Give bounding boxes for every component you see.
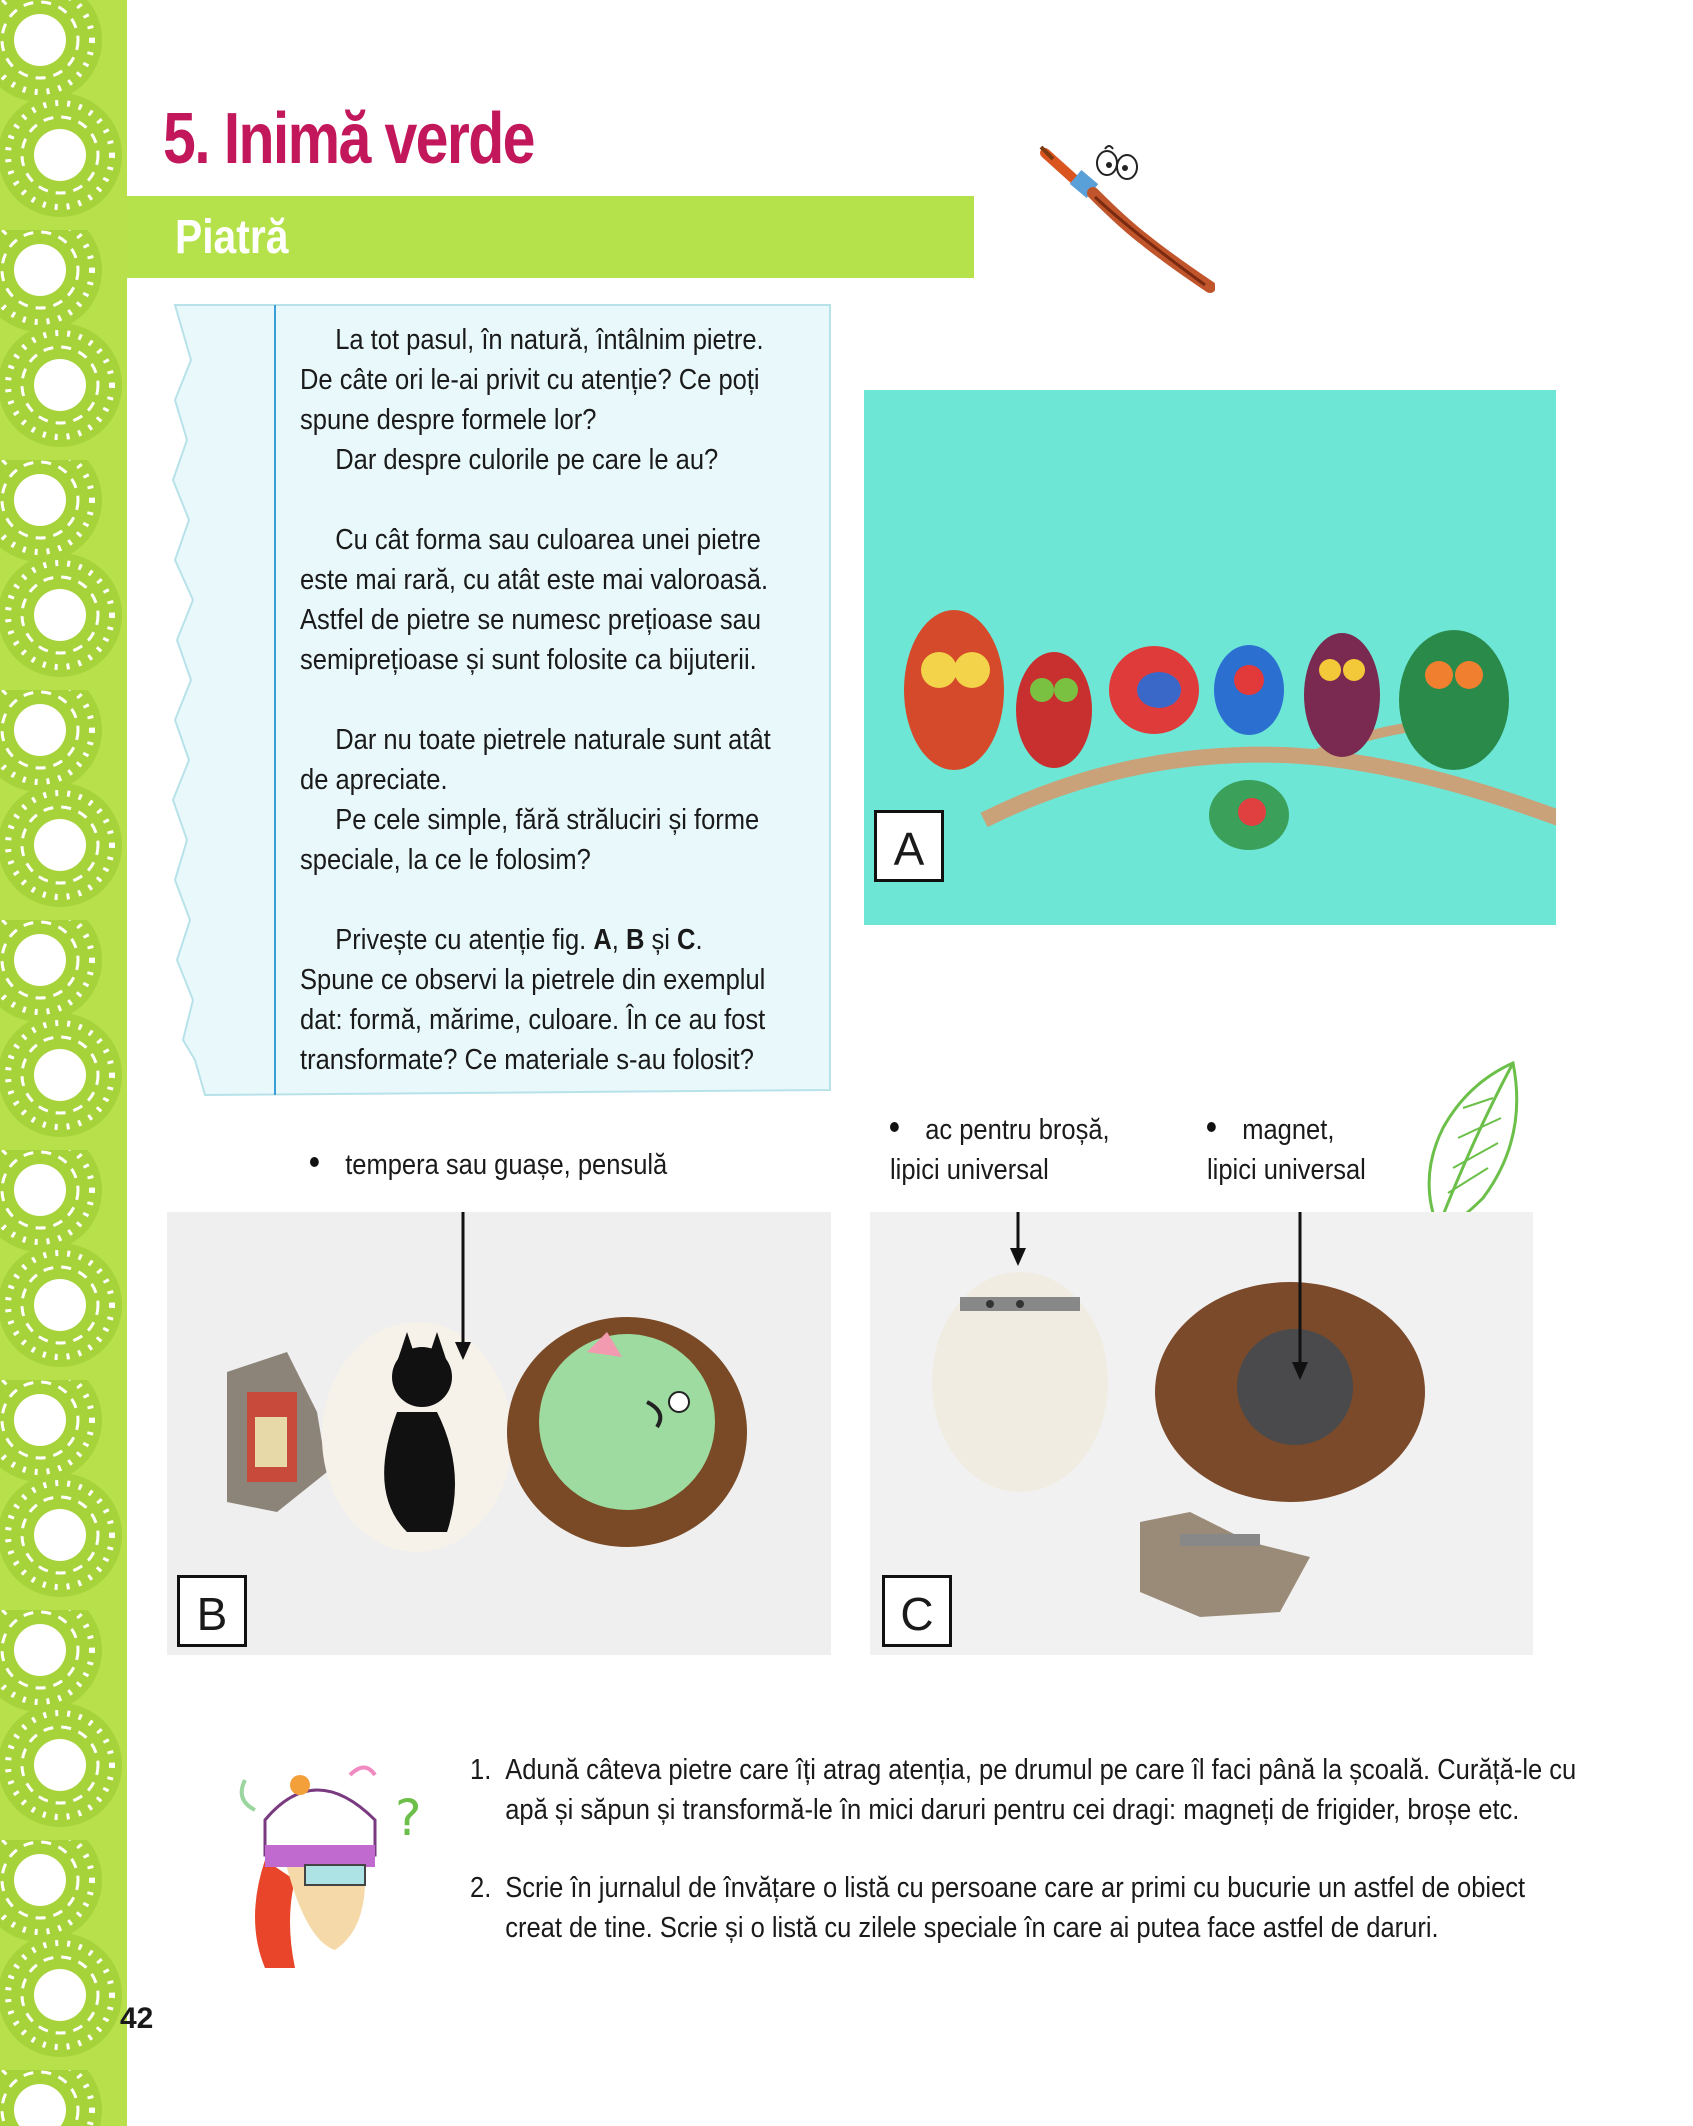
intro-paragraph-4: Privește cu atenție fig. A, B și C. Spune ce observi la pietrele din exemplul dat: formă, mărime, culoare. În ce au fost transformate? Ce materiale s-au folosit? xyxy=(300,924,766,1076)
section-bar xyxy=(127,196,974,278)
svg-text:?: ? xyxy=(395,1789,422,1847)
bullet-icon xyxy=(310,1157,319,1167)
decorative-border xyxy=(0,0,127,2126)
page-number: 42 xyxy=(120,2002,154,2035)
figure-c-label: C xyxy=(882,1575,952,1647)
painted-stones-branch-image xyxy=(864,390,1556,925)
bullet-icon xyxy=(890,1122,899,1132)
chapter-title: 5. Inimă verde xyxy=(163,99,534,179)
intro-paragraph-1: La tot pasul, în natură, întâlnim pietre. De câte ori le-ai privit cu atenție? Ce poți spune despre formele lor? Dar despre culorile pe care le au? xyxy=(300,324,764,476)
materials-c1-label: ac pentru broșă, lipici universal xyxy=(890,1114,1110,1186)
figure-a-label: A xyxy=(874,810,944,882)
figure-b-label: B xyxy=(177,1575,247,1647)
arrows-c xyxy=(870,1212,1533,1655)
task-item: 1. Adună câteva pietre care îți atrag atenția, pe drumul pe care îl faci până la școală. Curăță-le cu apă și săpun și transformă-le în mici daruri pentru cei dragi: magneți de frigider, broșe etc. xyxy=(470,1754,1577,1826)
bullet-icon xyxy=(1207,1122,1216,1132)
task-item: 2. Scrie în jurnalul de învățare o listă cu persoane care ar primi cu bucurie un astfel de obiect creat de tine. Scrie și o listă cu zilele speciale în care ai putea face astfel de daruri. xyxy=(470,1872,1526,1944)
thinking-child-illustration xyxy=(225,1740,445,1970)
intro-text xyxy=(300,320,828,1120)
task-list xyxy=(470,1750,1588,1986)
figure-b-photo xyxy=(167,1212,831,1655)
figure-c-photo xyxy=(870,1212,1533,1655)
materials-b-label: tempera sau guașe, pensulă xyxy=(310,1145,667,1185)
intro-paragraph-3: Dar nu toate pietrele naturale sunt atât de apreciate. Pe cele simple, fără străluciri și forme speciale, la ce le folosim? xyxy=(300,724,771,876)
figure-a-photo xyxy=(864,390,1556,925)
arrow-b xyxy=(167,1212,831,1655)
section-title: Piatră xyxy=(175,211,289,264)
paintbrush-illustration xyxy=(1035,135,1215,295)
materials-c2-label: magnet, lipici universal xyxy=(1207,1114,1366,1186)
intro-text-panel xyxy=(165,300,838,1100)
intro-paragraph-2: Cu cât forma sau culoarea unei pietre este mai rară, cu atât este mai valoroasă. Astfel de pietre se numesc prețioase sau semiprețioase și sunt folosite ca bijuterii. xyxy=(300,524,769,676)
